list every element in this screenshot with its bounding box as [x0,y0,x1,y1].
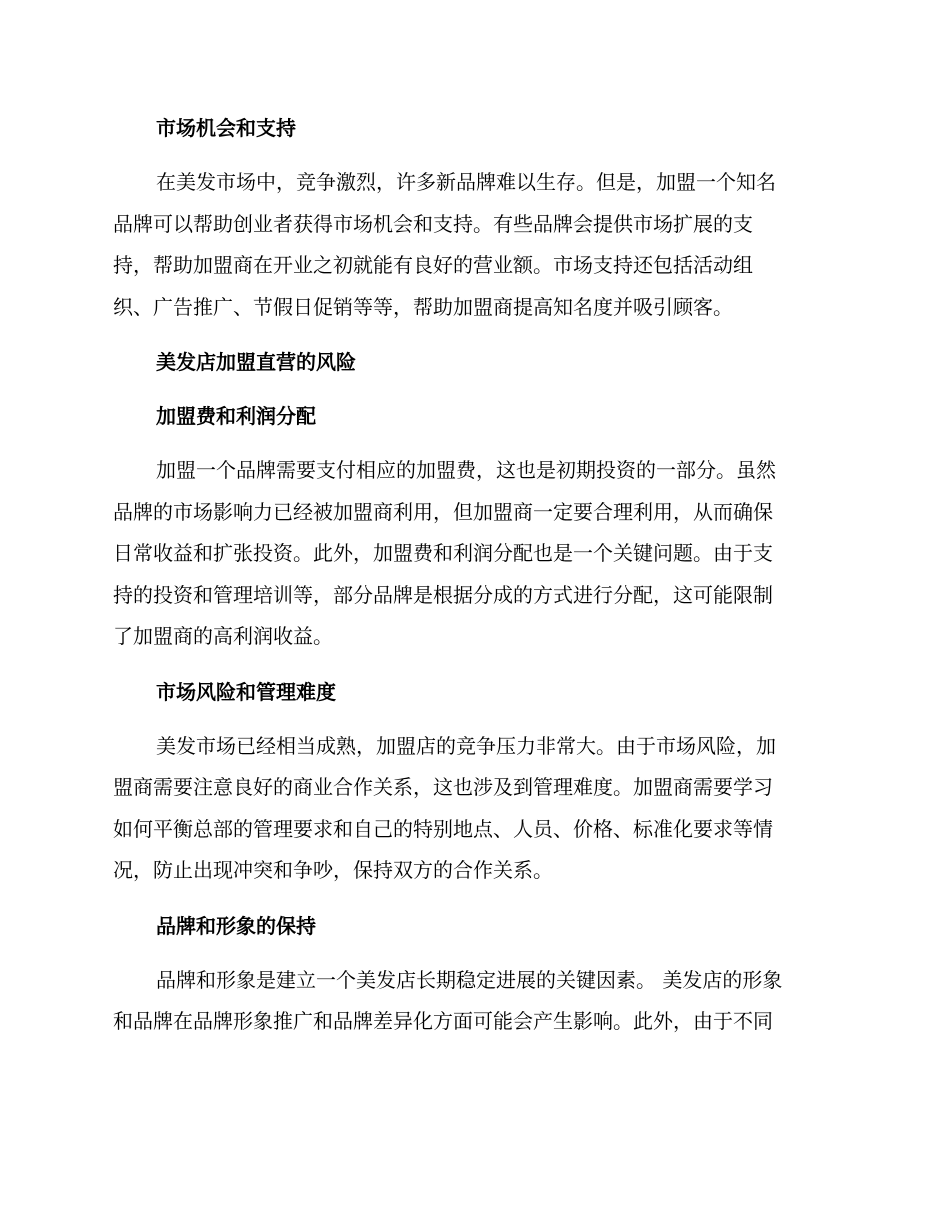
document-body [113,108,838,1043]
section-heading-market-risk: 市场风险和管理难度 [156,679,336,704]
section-heading-brand-image: 品牌和形象的保持 [156,913,316,938]
paragraph-line: 日常收益和扩张投资。此外，加盟费和利润分配也是一个关键问题。由于支 [113,541,773,565]
paragraph-line: 盟商需要注意良好的商业合作关系，这也涉及到管理难度。加盟商需要学习 [113,775,773,799]
paragraph-line: 持的投资和管理培训等，部分品牌是根据分成的方式进行分配，这可能限制 [113,582,773,607]
section-heading-franchise-fee: 加盟费和利润分配 [156,404,316,428]
paragraph-line: 和品牌在品牌形象推广和品牌差异化方面可能会产生影响。此外，由于不同 [113,1009,773,1033]
paragraph-line: 加盟一个品牌需要支付相应的加盟费，这也是初期投资的一部分。虽然 [156,458,776,482]
paragraph-market-opportunity [113,162,838,328]
paragraph-line: 品牌的市场影响力已经被加盟商利用，但加盟商一定要合理利用，从而确保 [113,499,773,524]
paragraph-line: 了加盟商的高利润收益。 [113,624,333,648]
paragraph-brand-image [113,960,838,1043]
paragraph-market-risk [113,726,838,892]
paragraph-franchise-fee [113,450,838,658]
paragraph-line: 品牌和形象是建立一个美发店长期稳定进展的关键因素。 美发店的形象 [156,967,783,992]
paragraph-line: 美发市场已经相当成熟，加盟店的竞争压力非常大。由于市场风险，加 [156,733,776,758]
paragraph-line: 如何平衡总部的管理要求和自己的特别地点、人员、价格、标准化要求等情 [113,816,773,841]
section-heading-franchise-risks: 美发店加盟直营的风险 [156,350,356,374]
paragraph-line: 在美发市场中，竞争激烈，许多新品牌难以生存。但是，加盟一个知名 [156,170,776,194]
section-heading-market-opportunity: 市场机会和支持 [156,116,296,140]
paragraph-line: 品牌可以帮助创业者获得市场机会和支持。有些品牌会提供市场扩展的支 [113,211,753,236]
paragraph-line: 织、广告推广、节假日促销等等，帮助加盟商提高知名度并吸引顾客。 [113,294,733,319]
paragraph-line: 况，防止出现冲突和争吵，保持双方的合作关系。 [113,858,553,882]
paragraph-line: 持，帮助加盟商在开业之初就能有良好的营业额。市场支持还包括活动组 [113,253,753,277]
